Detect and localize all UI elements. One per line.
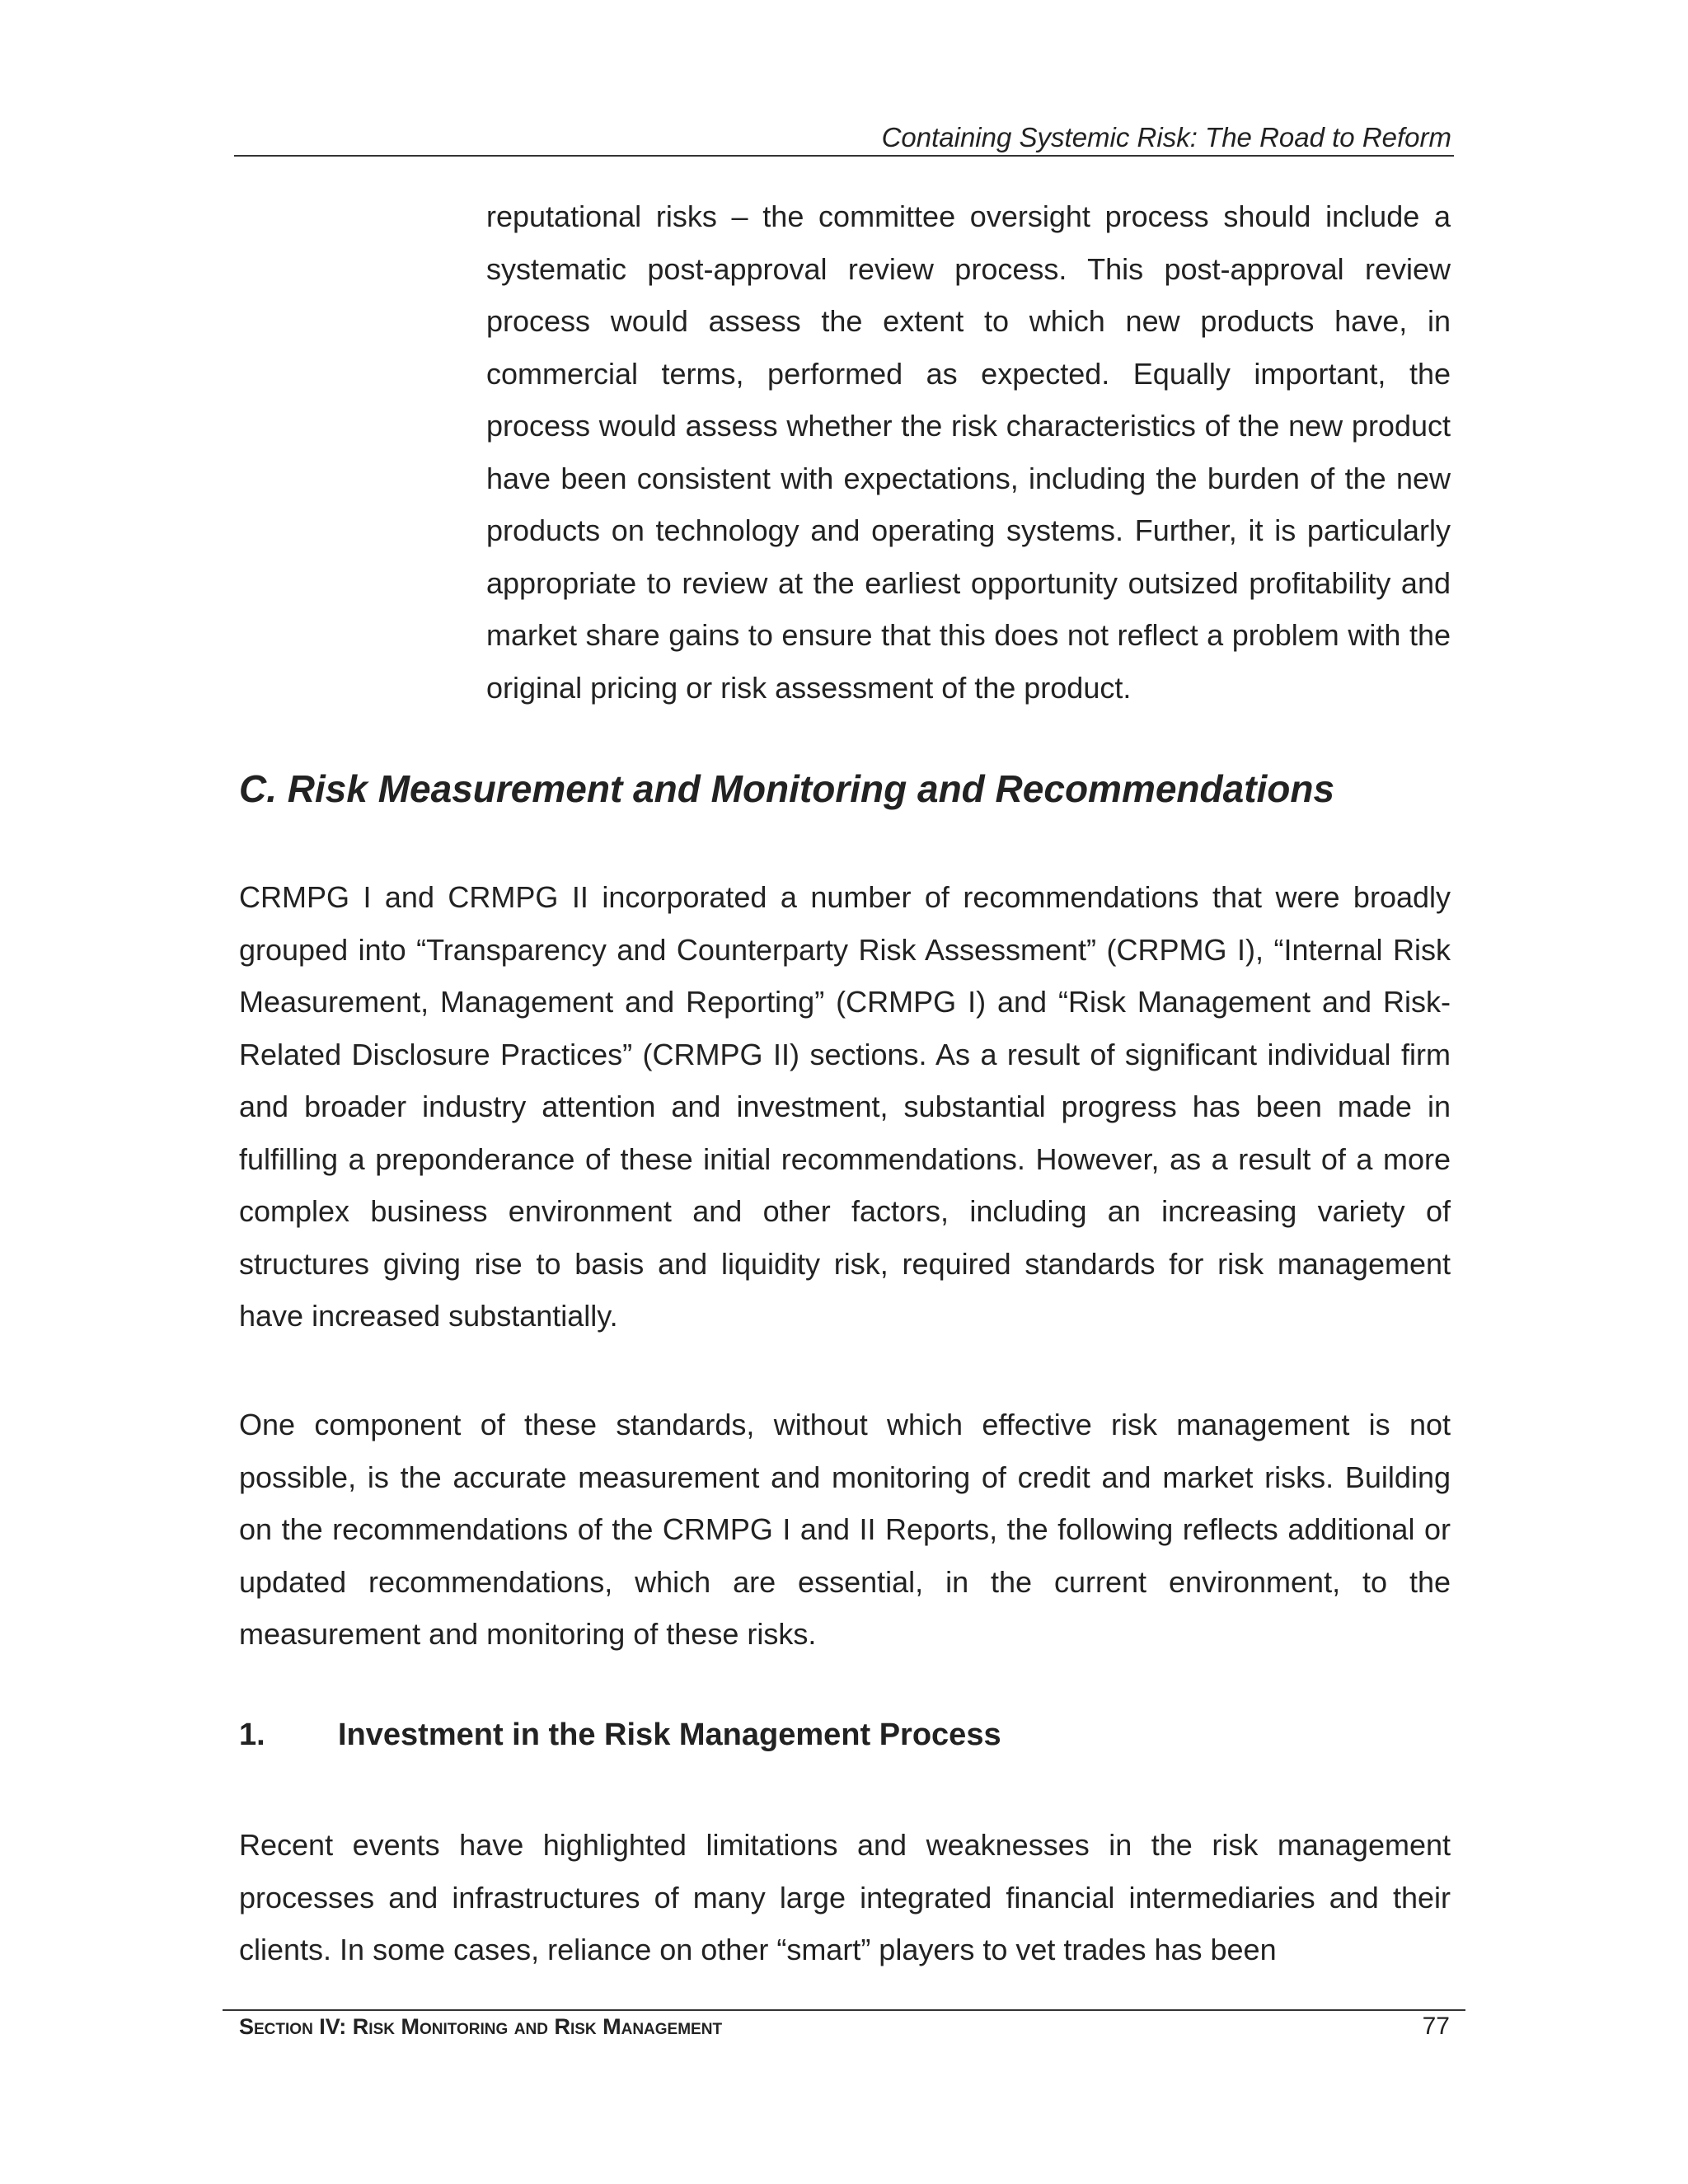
- subsection-heading: [239, 1718, 1001, 1753]
- subsection-title: Investment in the Risk Management Process: [338, 1718, 1001, 1752]
- section-heading: C. Risk Measurement and Monitoring and Recommendations: [239, 767, 1335, 810]
- paragraph-recent-events: Recent events have highlighted limitations and weaknesses in the risk management processes and infrastructures of many large integrated financial intermediaries and their clients. In some cases, reliance on other “smart” players to vet trades has been: [239, 1828, 1451, 1966]
- subsection-number: 1.: [239, 1718, 265, 1752]
- running-header-title: Containing Systemic Risk: The Road to Reform: [881, 122, 1451, 152]
- paragraph-crmpg-recommendations: CRMPG I and CRMPG II incorporated a number of recommendations that were broadly grouped into “Transparency and Counterparty Risk Assessment” (CRPMG I), “Internal Risk Measurement, Management and Reporting” (CRMPG I) and “Risk Management and Risk-Related Disclosure Practices” (CRMPG II) sections. As a result of significant individual firm and broader industry attention and investment, substantial progress has been made in fulfilling a preponderance of these initial recommendations. However, as a result of a more complex business environment and other factors, including an increasing variety of structures giving rise to basis and liquidity risk, required standards for risk management have increased substantially.: [239, 880, 1451, 1333]
- footer-section-title: Section IV: Risk Monitoring and Risk Management: [239, 2014, 723, 2039]
- footer-rule: [223, 2009, 1465, 2011]
- header-rule: [234, 155, 1454, 157]
- continued-paragraph: reputational risks – the committee oversight process should include a systematic post-approval review process. This post-approval review process would assess the extent to which new products have, in commercial terms, performed as expected. Equally important, the process would assess whether the risk characteristics of the new product have been consistent with expectations, including the burden of the new products on technology and operating systems. Further, it is particularly appropriate to review at the earliest opportunity outsized profitability and market share gains to ensure that this does not reflect a problem with the original pricing or risk assessment of the product.: [486, 199, 1451, 705]
- page-number: 77: [1422, 2013, 1450, 2040]
- paragraph-risk-standards: One component of these standards, without which effective risk management is not possible, is the accurate measurement and monitoring of credit and market risks. Building on the recommendations of the CRMPG I and II Reports, the following reflects additional or updated recommendations, which are essential, in the current environment, to the measurement and monitoring of these risks.: [239, 1408, 1451, 1651]
